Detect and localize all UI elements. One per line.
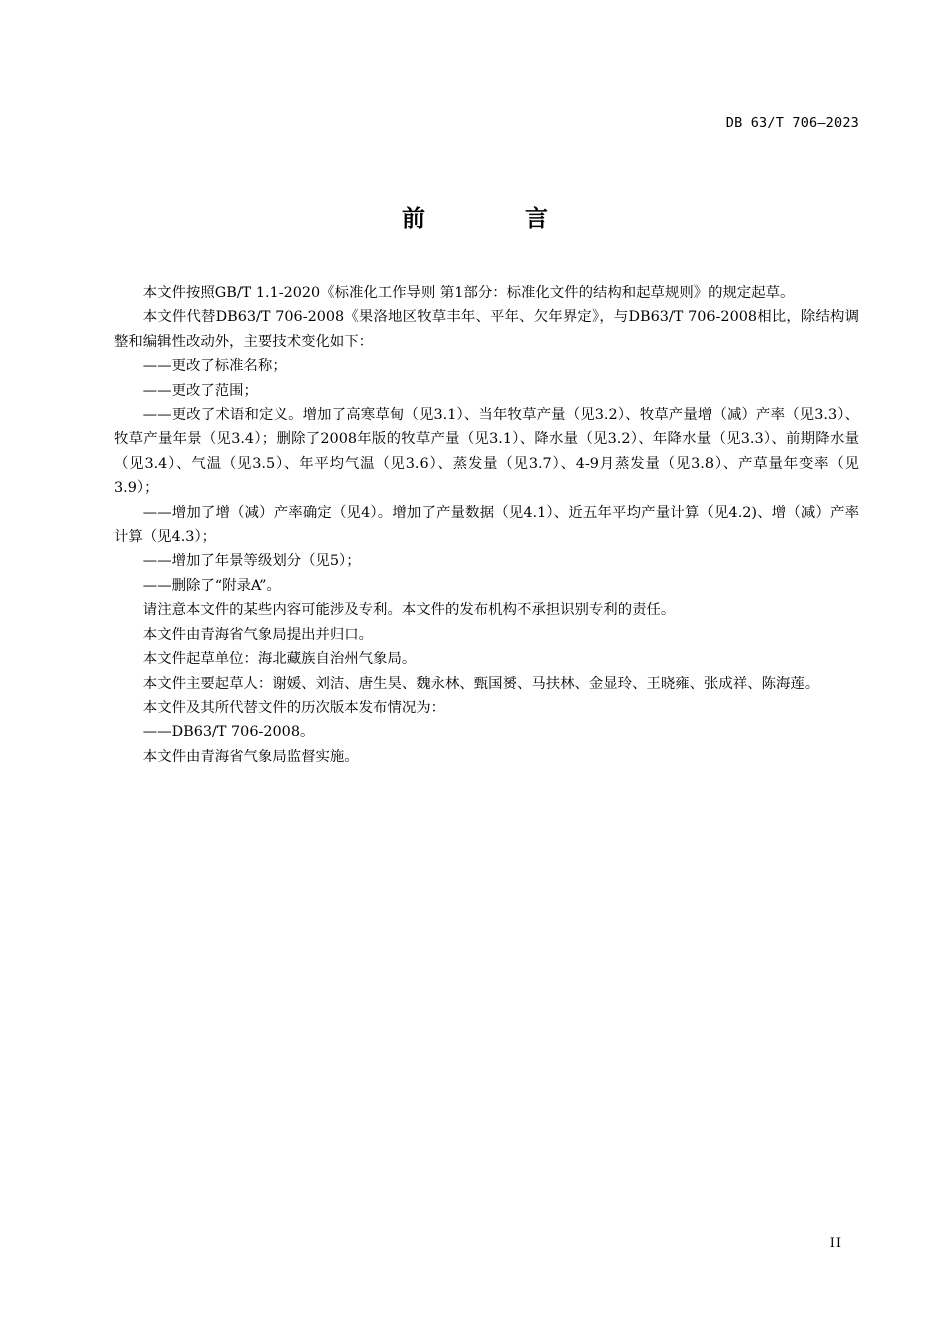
- list-item: ——增加了增（减）产率确定（见4）。增加了产量数据（见4.1）、近五年平均产量计算（见4.2)、增（减）产率计算（见4.3）；: [114, 504, 859, 546]
- document-code: DB 63/T 706—2023: [725, 115, 859, 131]
- list-item: ——更改了标准名称；: [142, 358, 287, 375]
- page-title: 前 言: [401, 206, 594, 232]
- list-item: ——删除了“附录A”。: [142, 577, 281, 594]
- paragraph: 本文件代替DB63/T 706-2008《果洛地区牧草丰年、平年、欠年界定》，与DB63/T 706-2008相比，除结构调整和编辑性改动外，主要技术变化如下：: [114, 309, 859, 350]
- paragraph: 本文件主要起草人：谢媛、刘洁、唐生昊、魏永林、甄国赟、马扶林、金显玲、王晓雍、张成祥、陈海莲。: [142, 675, 820, 692]
- paragraph: 本文件起草单位：海北藏族自治州气象局。: [142, 651, 417, 668]
- paragraph: 本文件由青海省气象局监督实施。: [142, 748, 359, 765]
- paragraph: 本文件及其所代替文件的历次版本发布情况为：: [142, 699, 446, 716]
- paragraph: 本文件按照GB/T 1.1-2020《标准化工作导则 第1部分：标准化文件的结构和起草规则》的规定起草。: [142, 285, 795, 301]
- page-number: II: [829, 1236, 842, 1251]
- list-item: ——增加了年景等级划分（见5）；: [142, 553, 361, 570]
- paragraph: 请注意本文件的某些内容可能涉及专利。本文件的发布机构不承担识别专利的责任。: [142, 602, 676, 619]
- foreword-body: [114, 281, 859, 769]
- paragraph: 本文件由青海省气象局提出并归口。: [142, 626, 374, 643]
- list-item: ——更改了范围；: [142, 382, 258, 399]
- list-item: ——DB63/T 706-2008。: [142, 724, 315, 741]
- list-item: ——更改了术语和定义。增加了高寒草甸（见3.1）、当年牧草产量（见3.2）、牧草产量增（减）产率（见3.3）、牧草产量年景（见3.4）；删除了2008年版的牧草产量（见3.1）、降水量（见3.2）、年降水量（见3.3）、前期降水量（见3.4）、气温（见3.5）、年平均气温（见3.6）、蒸发量（见3.7）、4-9月蒸发量（见3.8）、产草量年变率（见3.9）；: [114, 407, 859, 497]
